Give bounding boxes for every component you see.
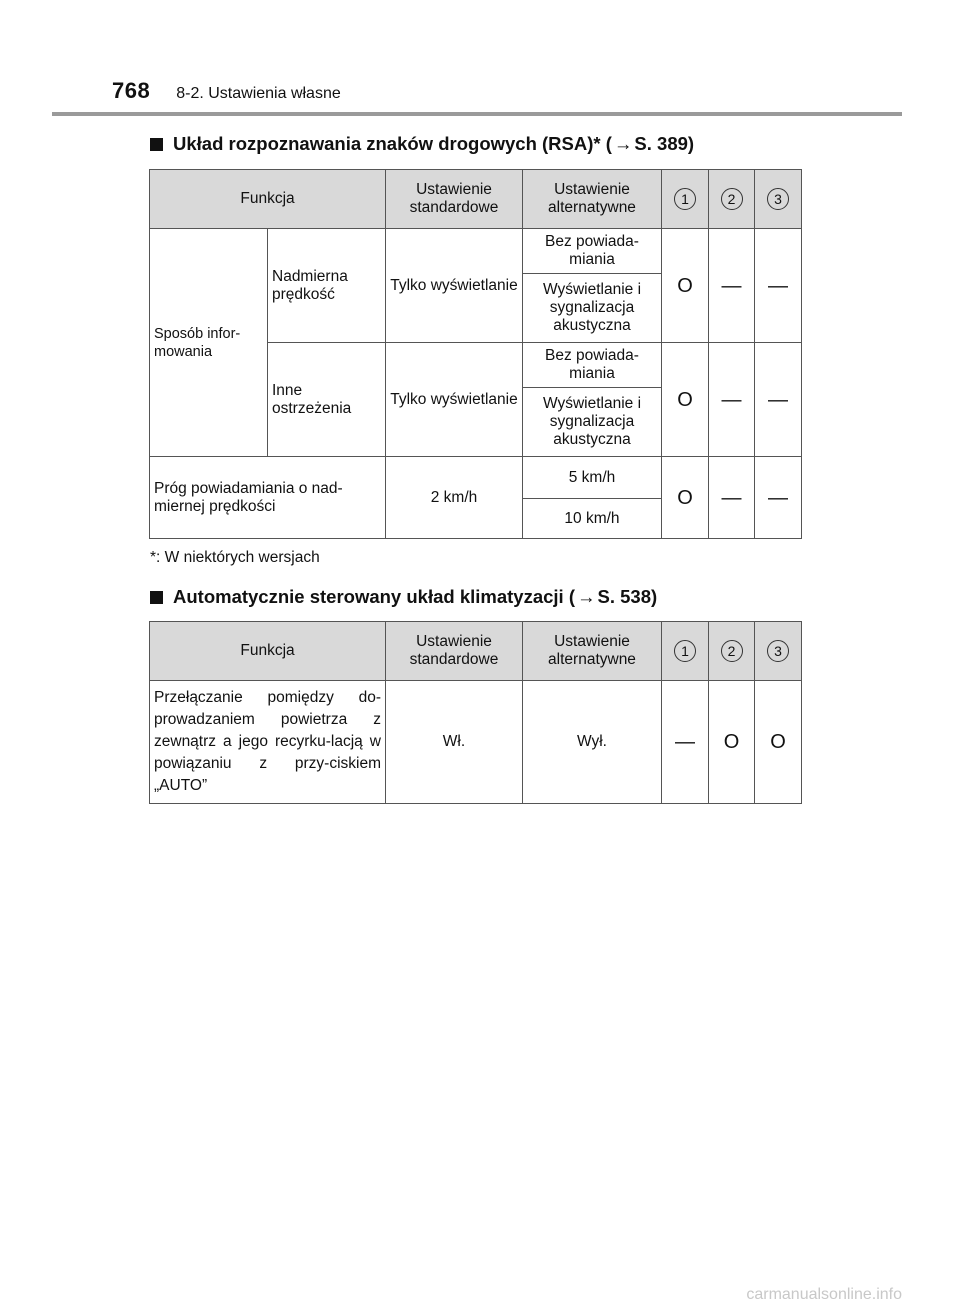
section2-title: Automatycznie sterowany układ klimatyzacji ( → S. 538) — [150, 586, 657, 608]
mark-2: — — [709, 343, 755, 457]
standard-value: Wł. — [386, 681, 523, 804]
arrow-right-icon: → — [577, 586, 596, 607]
alt-value: Wyświetlanie i sygnalizacja akustyczna — [523, 274, 662, 343]
table-row — [150, 681, 802, 804]
circled-2-icon: 2 — [721, 640, 743, 662]
mark-2: — — [709, 457, 755, 539]
header-standard: Ustawienie standardowe — [386, 622, 523, 681]
standard-value: Tylko wyświetlanie — [386, 343, 523, 457]
mark-1: — — [662, 681, 709, 804]
square-bullet-icon — [150, 591, 163, 604]
page-number: 768 — [112, 78, 151, 103]
mark-3: — — [755, 343, 802, 457]
alt-value: Wył. — [523, 681, 662, 804]
circled-1-icon: 1 — [674, 188, 696, 210]
header-funkcja: Funkcja — [150, 170, 386, 229]
alt-value: 5 km/h — [523, 457, 662, 499]
square-bullet-icon — [150, 138, 163, 151]
section1-title: Układ rozpoznawania znaków drogowych (RSA)* ( → S. 389) — [150, 133, 694, 155]
circled-3-icon: 3 — [767, 640, 789, 662]
row-label-threshold: Próg powiadamiania o nad-miernej prędkości — [150, 457, 386, 539]
alt-value: Bez powiada-miania — [523, 229, 662, 274]
mark-3: — — [755, 229, 802, 343]
watermark: carmanualsonline.info — [746, 1286, 902, 1303]
mark-2: O — [709, 681, 755, 804]
header-funkcja: Funkcja — [150, 622, 386, 681]
rsa-settings-table — [149, 169, 802, 539]
header-alternative: Ustawienie alternatywne — [523, 622, 662, 681]
alt-value: Bez powiada-miania — [523, 343, 662, 388]
arrow-right-icon: → — [613, 133, 633, 154]
alt-value: 10 km/h — [523, 499, 662, 539]
header-alternative: Ustawienie alternatywne — [523, 170, 662, 229]
sub-label-speed: Nadmierna prędkość — [268, 229, 386, 343]
header-standard: Ustawienie standardowe — [386, 170, 523, 229]
mark-1: O — [662, 229, 709, 343]
mark-3: — — [755, 457, 802, 539]
table-row — [150, 229, 802, 274]
standard-value: Tylko wyświetlanie — [386, 229, 523, 343]
table-row — [150, 457, 802, 499]
row-label-recirculation: Przełączanie pomiędzy do-prowadzaniem powietrza z zewnątrz a jego recyrku-lacją w powiązaniu z przy-ciskiem „AUTO” — [150, 681, 386, 804]
circled-3-icon: 3 — [767, 188, 789, 210]
climate-settings-table — [149, 621, 802, 804]
circled-2-icon: 2 — [721, 188, 743, 210]
mark-3: O — [755, 681, 802, 804]
standard-value: 2 km/h — [386, 457, 523, 539]
header-rule — [52, 112, 902, 116]
mark-2: — — [709, 229, 755, 343]
mark-1: O — [662, 343, 709, 457]
page-header — [112, 78, 341, 108]
sub-label-other: Inne ostrzeżenia — [268, 343, 386, 457]
circled-1-icon: 1 — [674, 640, 696, 662]
alt-value: Wyświetlanie i sygnalizacja akustyczna — [523, 388, 662, 457]
row-group-label: Sposób infor-mowania — [150, 229, 268, 457]
footnote: *: W niektórych wersjach — [150, 549, 320, 566]
mark-1: O — [662, 457, 709, 539]
table-header-row — [150, 622, 802, 681]
table-header-row — [150, 170, 802, 229]
chapter-title: 8-2. Ustawienia własne — [176, 85, 341, 102]
